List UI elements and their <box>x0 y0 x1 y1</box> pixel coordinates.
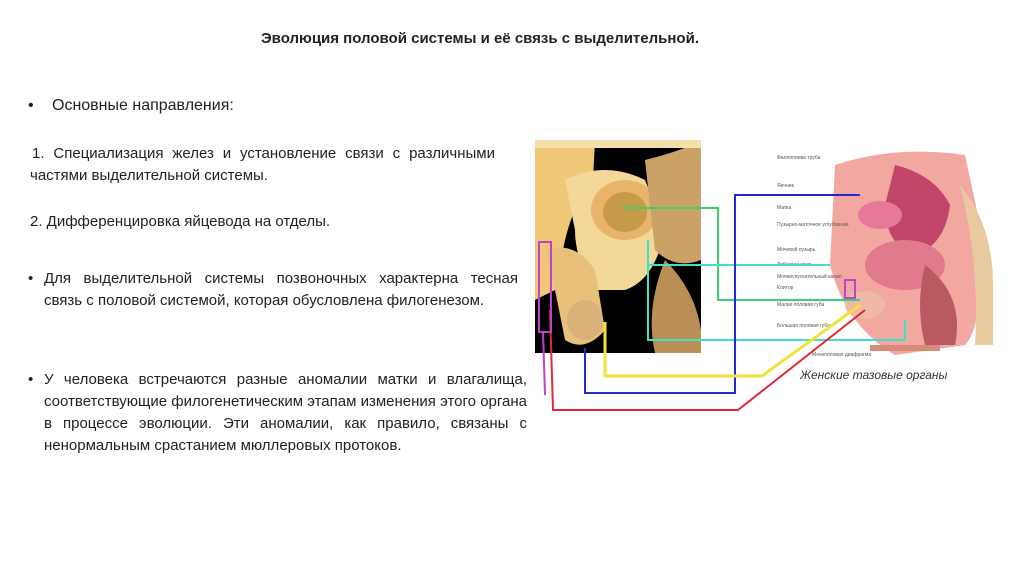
label-pubic: Лобковая кость <box>777 262 813 268</box>
label-ovary: Яичник <box>777 183 794 189</box>
figure-caption: Женские тазовые органы <box>800 368 948 382</box>
line-cyan <box>648 240 830 265</box>
bullet-dot: • <box>28 270 34 287</box>
slide-title: Эволюция половой системы и её связь с выделительной. <box>261 30 699 47</box>
label-urethra: Мочеиспускательный канал <box>777 274 842 280</box>
line-blue <box>585 195 860 393</box>
label-clitoris: Клитор <box>777 285 794 291</box>
highlight-box-male <box>539 242 551 332</box>
line-red <box>550 310 865 410</box>
label-majora: Большая половая губа <box>777 323 830 329</box>
highlight-box-female <box>845 280 855 298</box>
bullet-dot: • <box>28 371 34 388</box>
label-uterus: Матка <box>777 205 792 211</box>
bullet-anomalies-text: У человека встречаются разные аномалии матки и влагалища, соответствующие филогенетическим этапам изменения этого органа в процессе эволюции. Эти аномалии, как правило, связаны с ненормальным срастанием мюллеровых протоков. <box>44 371 527 454</box>
label-bladder: Мочевой пузырь <box>777 247 816 253</box>
bullet-dot: • <box>28 97 34 114</box>
line-magenta <box>543 332 545 395</box>
line-cyan-2 <box>648 240 905 340</box>
label-tube: Фаллопиева труба <box>777 155 821 161</box>
main-bullet-text: Основные направления: <box>52 97 234 114</box>
bullet-excretory-text: Для выделительной системы позвоночных характерна тесная связь с половой системой, которая обусловлена филогенезом. <box>44 270 518 309</box>
line-green <box>622 208 860 300</box>
label-minora: Малая половая губа <box>777 302 825 308</box>
label-pouch: Пузырно-маточное углубление <box>777 222 849 228</box>
point-1: 1. Специализация желез и установление связи с различными частями выделительной системы. <box>30 145 495 184</box>
label-diaphragm: Мочеполовая диафрагма <box>812 352 872 358</box>
point-2: 2. Дифференцировка яйцевода на отделы. <box>30 213 331 230</box>
